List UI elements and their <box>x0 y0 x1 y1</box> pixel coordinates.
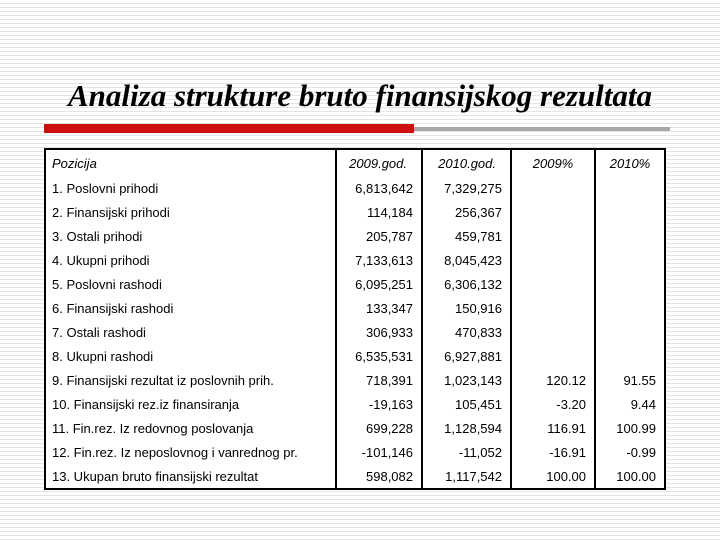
table-row <box>45 224 665 248</box>
cell-2009: -19,163 <box>336 392 422 416</box>
cell-2009-pct: 120.12 <box>511 368 595 392</box>
table-row <box>45 200 665 224</box>
cell-2009-pct: -3.20 <box>511 392 595 416</box>
cell-2010-pct <box>595 224 665 248</box>
cell-2009: 114,184 <box>336 200 422 224</box>
cell-2009: 6,535,531 <box>336 344 422 368</box>
cell-2010: 150,916 <box>422 296 511 320</box>
cell-2010: 7,329,275 <box>422 176 511 200</box>
cell-2009-pct <box>511 296 595 320</box>
cell-2010-pct: 100.00 <box>595 464 665 489</box>
row-label: 9. Finansijski rezultat iz poslovnih prih. <box>45 368 336 392</box>
header-2009: 2009.god. <box>336 149 422 176</box>
row-label: 10. Finansijski rez.iz finansiranja <box>45 392 336 416</box>
table-row <box>45 272 665 296</box>
cell-2010: 6,306,132 <box>422 272 511 296</box>
header-position: Pozicija <box>45 149 336 176</box>
cell-2009: 718,391 <box>336 368 422 392</box>
cell-2010: 105,451 <box>422 392 511 416</box>
header-2010: 2010.god. <box>422 149 511 176</box>
table-row <box>45 392 665 416</box>
table-row <box>45 416 665 440</box>
cell-2009-pct <box>511 200 595 224</box>
row-label: 7. Ostali rashodi <box>45 320 336 344</box>
cell-2009-pct <box>511 176 595 200</box>
cell-2010-pct <box>595 344 665 368</box>
table-row <box>45 320 665 344</box>
cell-2009-pct <box>511 272 595 296</box>
title-underline-red <box>44 124 414 133</box>
table-row <box>45 296 665 320</box>
cell-2009: 699,228 <box>336 416 422 440</box>
cell-2010: 1,023,143 <box>422 368 511 392</box>
row-label: 6. Finansijski rashodi <box>45 296 336 320</box>
header-2009-pct: 2009% <box>511 149 595 176</box>
cell-2010-pct: 100.99 <box>595 416 665 440</box>
cell-2010-pct: 9.44 <box>595 392 665 416</box>
cell-2009-pct: 116.91 <box>511 416 595 440</box>
table-row <box>45 176 665 200</box>
cell-2010: 1,117,542 <box>422 464 511 489</box>
table-header-row <box>45 149 665 176</box>
cell-2010-pct <box>595 296 665 320</box>
row-label: 3. Ostali prihodi <box>45 224 336 248</box>
row-label: 4. Ukupni prihodi <box>45 248 336 272</box>
cell-2009: 6,813,642 <box>336 176 422 200</box>
cell-2010-pct <box>595 176 665 200</box>
header-2010-pct: 2010% <box>595 149 665 176</box>
row-label: 12. Fin.rez. Iz neposlovnog i vanrednog pr. <box>45 440 336 464</box>
cell-2010: 6,927,881 <box>422 344 511 368</box>
cell-2009: 306,933 <box>336 320 422 344</box>
cell-2010: 256,367 <box>422 200 511 224</box>
cell-2009-pct <box>511 320 595 344</box>
cell-2010: 459,781 <box>422 224 511 248</box>
row-label: 13. Ukupan bruto finansijski rezultat <box>45 464 336 489</box>
cell-2010-pct: -0.99 <box>595 440 665 464</box>
cell-2010-pct <box>595 320 665 344</box>
table-row <box>45 248 665 272</box>
cell-2009-pct <box>511 224 595 248</box>
cell-2009-pct: -16.91 <box>511 440 595 464</box>
row-label: 8. Ukupni rashodi <box>45 344 336 368</box>
cell-2010-pct <box>595 248 665 272</box>
cell-2010-pct <box>595 200 665 224</box>
cell-2009: -101,146 <box>336 440 422 464</box>
row-label: 11. Fin.rez. Iz redovnog poslovanja <box>45 416 336 440</box>
row-label: 2. Finansijski prihodi <box>45 200 336 224</box>
cell-2009-pct <box>511 344 595 368</box>
slide-title: Analiza strukture bruto finansijskog rezultata <box>67 78 653 113</box>
cell-2009-pct: 100.00 <box>511 464 595 489</box>
table-row <box>45 368 665 392</box>
cell-2009: 6,095,251 <box>336 272 422 296</box>
row-label: 5. Poslovni rashodi <box>45 272 336 296</box>
cell-2010-pct: 91.55 <box>595 368 665 392</box>
cell-2010: -11,052 <box>422 440 511 464</box>
cell-2010-pct <box>595 272 665 296</box>
cell-2010: 8,045,423 <box>422 248 511 272</box>
financial-result-table <box>44 148 666 490</box>
table-row <box>45 344 665 368</box>
cell-2010: 470,833 <box>422 320 511 344</box>
cell-2010: 1,128,594 <box>422 416 511 440</box>
cell-2009: 133,347 <box>336 296 422 320</box>
cell-2009: 205,787 <box>336 224 422 248</box>
cell-2009: 7,133,613 <box>336 248 422 272</box>
row-label: 1. Poslovni prihodi <box>45 176 336 200</box>
cell-2009-pct <box>511 248 595 272</box>
table-row <box>45 440 665 464</box>
table-row <box>45 464 665 489</box>
cell-2009: 598,082 <box>336 464 422 489</box>
